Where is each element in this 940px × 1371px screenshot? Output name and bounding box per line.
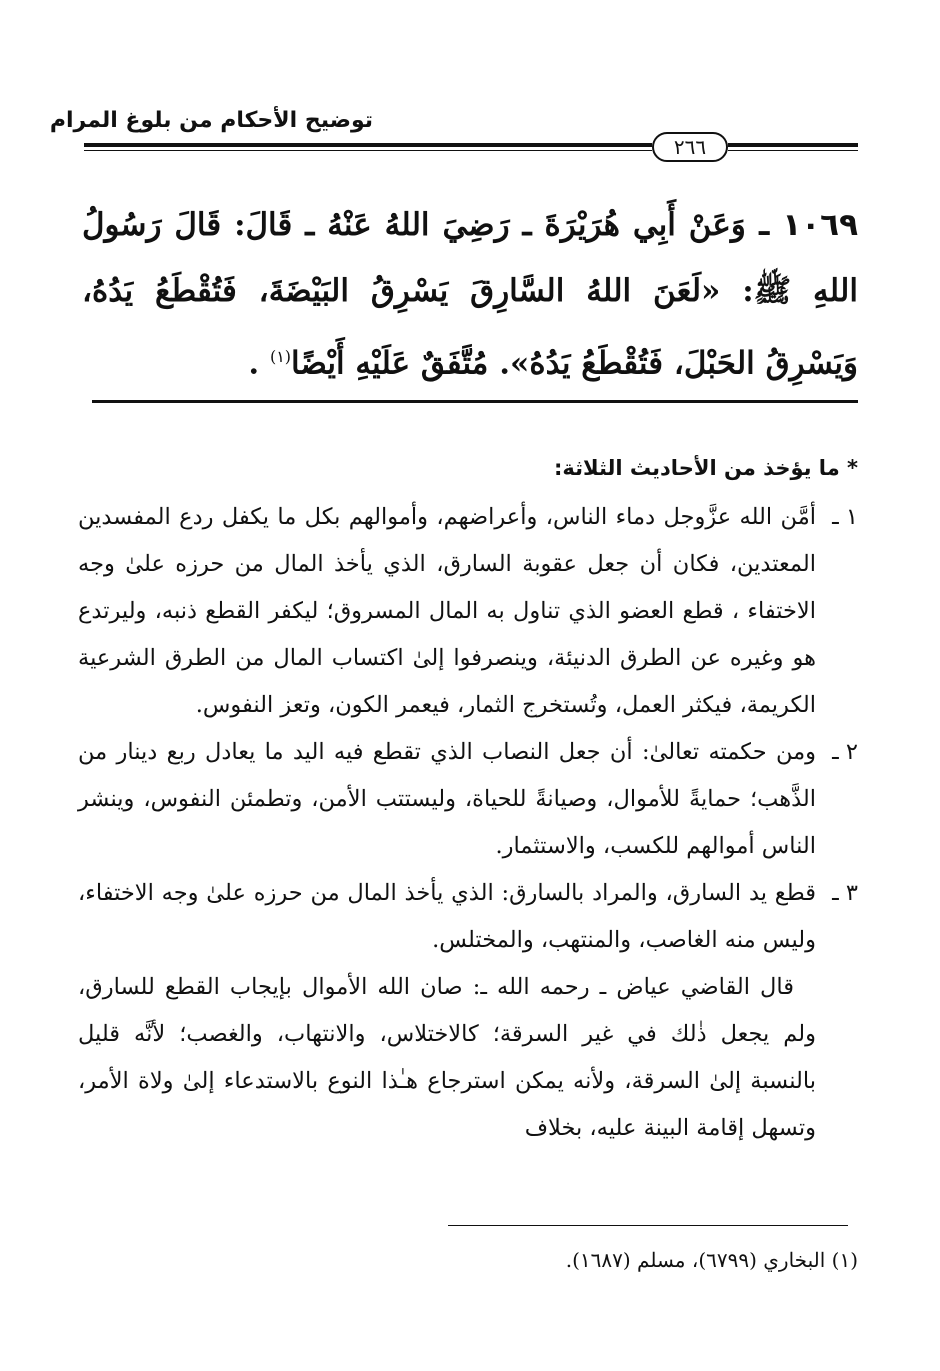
header-rule-right [728, 143, 858, 153]
section-separator [92, 400, 858, 403]
benefits-list [78, 494, 858, 1152]
point-text: قطع يد السارق، والمراد بالسارق: الذي يأخذ المال من حرزه علىٰ وجه الاختفاء، وليس منه الغاصب، والمنتهب، والمختلس. [78, 880, 816, 953]
benefit-point-3 [78, 870, 858, 964]
footnote-text: البخاري (٦٧٩٩)، مسلم (١٦٨٧). [565, 1248, 826, 1272]
hadith-body: وَعَنْ أَبِي هُرَيْرَةَ ـ رَضِيَ اللهُ عَنْهُ ـ قَالَ: قَالَ رَسُولُ اللهِ ﷺ: «لَعَنَ اللهُ السَّارِقَ يَسْرِقُ البَيْضَةَ، فَتُقْطَعُ يَدُهُ، وَيَسْرِقُ الحَبْلَ، فَتُقْطَعُ يَدُهُ». مُتَّفَقٌ عَلَيْهِ أَيْضًا [82, 207, 858, 382]
page-number: ٢٦٦ [652, 132, 728, 162]
hadith-end: . [248, 345, 260, 382]
footnote-marker: (١) [269, 347, 292, 366]
hadith-text [82, 192, 858, 396]
footnote [566, 1245, 858, 1275]
point-number: ٢ ـ [832, 739, 858, 765]
point-number: ٣ ـ [832, 880, 858, 906]
benefits-heading: * ما يؤخذ من الأحاديث الثلاثة: [553, 456, 858, 480]
header-rule-left [84, 143, 652, 153]
point-text: ومن حكمته تعالىٰ: أن جعل النصاب الذي تقطع فيه اليد ما يعادل ربع دينار من الذَّهب؛ حمايةً للأموال، وصيانةً للحياة، وليستتب الأمن، وتطمئن النفوس، وينشر الناس أموالهم للكسب، والاستثمار. [78, 739, 816, 859]
footnote-number: (١) [831, 1248, 858, 1272]
hadith-number: ١٠٦٩ ـ [758, 207, 859, 243]
benefit-point-1 [78, 494, 858, 729]
point-number: ١ ـ [832, 504, 858, 530]
benefit-point-2 [78, 729, 858, 870]
running-title: توضيح الأحكام من بلوغ المرام [49, 108, 373, 133]
point-text: أمَّن الله عزَّوجل دماء الناس، وأعراضهم، وأموالهم بكل ما يكفل ردع المفسدين المعتدين، فكان أن جعل عقوبة السارق، الذي يأخذ المال من حرزه علىٰ وجه الاختفاء ، قطع العضو الذي تناول به المال المسروق؛ ليكفر القطع ذنبه، وليرتدع هو وغيره عن الطرق الدنيئة، وينصرفوا إلىٰ اكتساب المال من الطرق الشرعية الكريمة، فيكثر العمل، وتُستخرج الثمار، فيعمر الكون، وتعز النفوس. [78, 504, 816, 718]
footnote-rule [448, 1225, 848, 1226]
qadi-iyad-quote: قال القاضي عياض ـ رحمه الله ـ: صان الله الأموال بإيجاب القطع للسارق، ولم يجعل ذٰلك في غير السرقة؛ كالاختلاس، والانتهاب، والغصب؛ لأنَّه قليل بالنسبة إلىٰ السرقة، ولأنه يمكن استرجاع هـٰذا النوع بالاستدعاء إلىٰ ولاة الأمر، وتسهل إقامة البينة عليه، بخلاف [78, 974, 816, 1141]
